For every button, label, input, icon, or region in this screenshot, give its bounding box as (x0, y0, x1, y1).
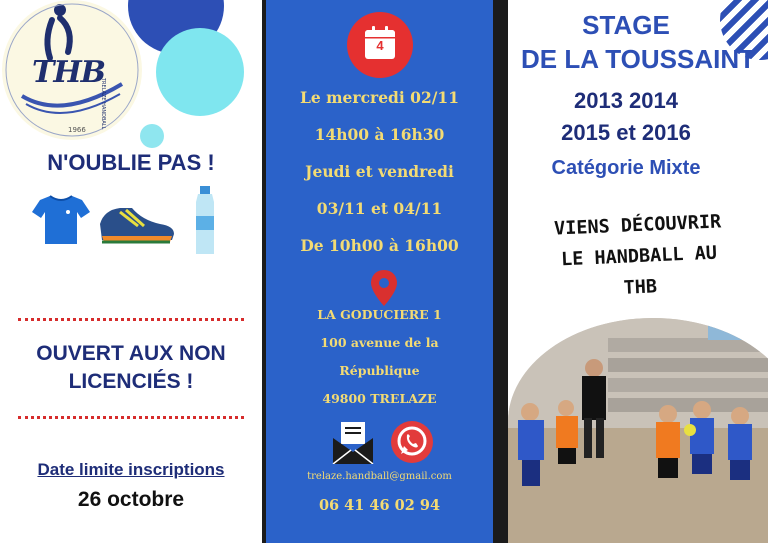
title-line-2: DE LA TOUSSAINT (520, 44, 755, 74)
club-logo (2, 0, 142, 140)
envelope-icon (331, 422, 375, 464)
gym-photo (508, 318, 768, 543)
jersey-icon (32, 194, 90, 246)
contact-phone: 06 41 46 02 94 (318, 497, 441, 514)
open-notice-line2: LICENCIÉS ! (68, 370, 194, 393)
photo-illustration (508, 318, 768, 543)
calendar-day: 4 (376, 38, 384, 53)
logo-text: THB (32, 55, 106, 90)
decorative-circle-cyan (156, 28, 244, 116)
slogan-line-1: VIENS DÉCOUVRIR (553, 211, 722, 240)
decorative-circle-cyan-small (140, 124, 164, 148)
address-line-3: République (339, 363, 420, 378)
category: Catégorie Mixte (551, 157, 701, 179)
title-line-1: STAGE (582, 10, 670, 40)
sneaker-icon (98, 202, 176, 246)
schedule-line-2: 14h00 à 16h30 (314, 125, 445, 144)
reminder-title: N'OUBLIE PAS ! (47, 150, 215, 175)
address-line-1: LA GODUCIERE 1 (317, 307, 442, 322)
water-bottle-icon (192, 186, 218, 256)
slogan-line-2: LE HANDBALL AU (560, 242, 718, 271)
schedule-line-4: 03/11 et 04/11 (316, 199, 443, 218)
logo-year: 1966 (68, 126, 86, 134)
slogan-line-3: THB (623, 276, 658, 299)
slogan (532, 205, 746, 307)
open-notice-line1: OUVERT AUX NON (36, 342, 226, 365)
logo-side-text: TRELAZE HANDBALL (100, 78, 106, 130)
deadline-label: Date limite inscriptions (37, 460, 225, 479)
schedule-line-5: De 10h00 à 16h00 (300, 236, 459, 255)
open-notice (0, 340, 262, 396)
years-line-1: 2013 2014 (574, 88, 678, 113)
dotted-divider-bottom (18, 416, 244, 419)
address-line-2: 100 avenue de la (320, 335, 439, 350)
contact-email: trelaze.handball@gmail.com (307, 471, 452, 482)
dotted-divider-top (18, 318, 244, 321)
calendar-badge (347, 12, 413, 78)
years-line-2: 2015 et 2016 (561, 120, 691, 145)
left-panel (0, 0, 262, 543)
equipment-items (30, 186, 230, 258)
location-pin-icon (371, 270, 397, 306)
schedule-line-3: Jeudi et vendredi (305, 162, 454, 181)
address-line-4: 49800 TRELAZE (322, 391, 437, 406)
schedule-line-1: Le mercredi 02/11 (300, 88, 459, 107)
whatsapp-icon (390, 420, 434, 464)
deadline-date: 26 octobre (77, 488, 185, 511)
right-panel (508, 0, 768, 543)
